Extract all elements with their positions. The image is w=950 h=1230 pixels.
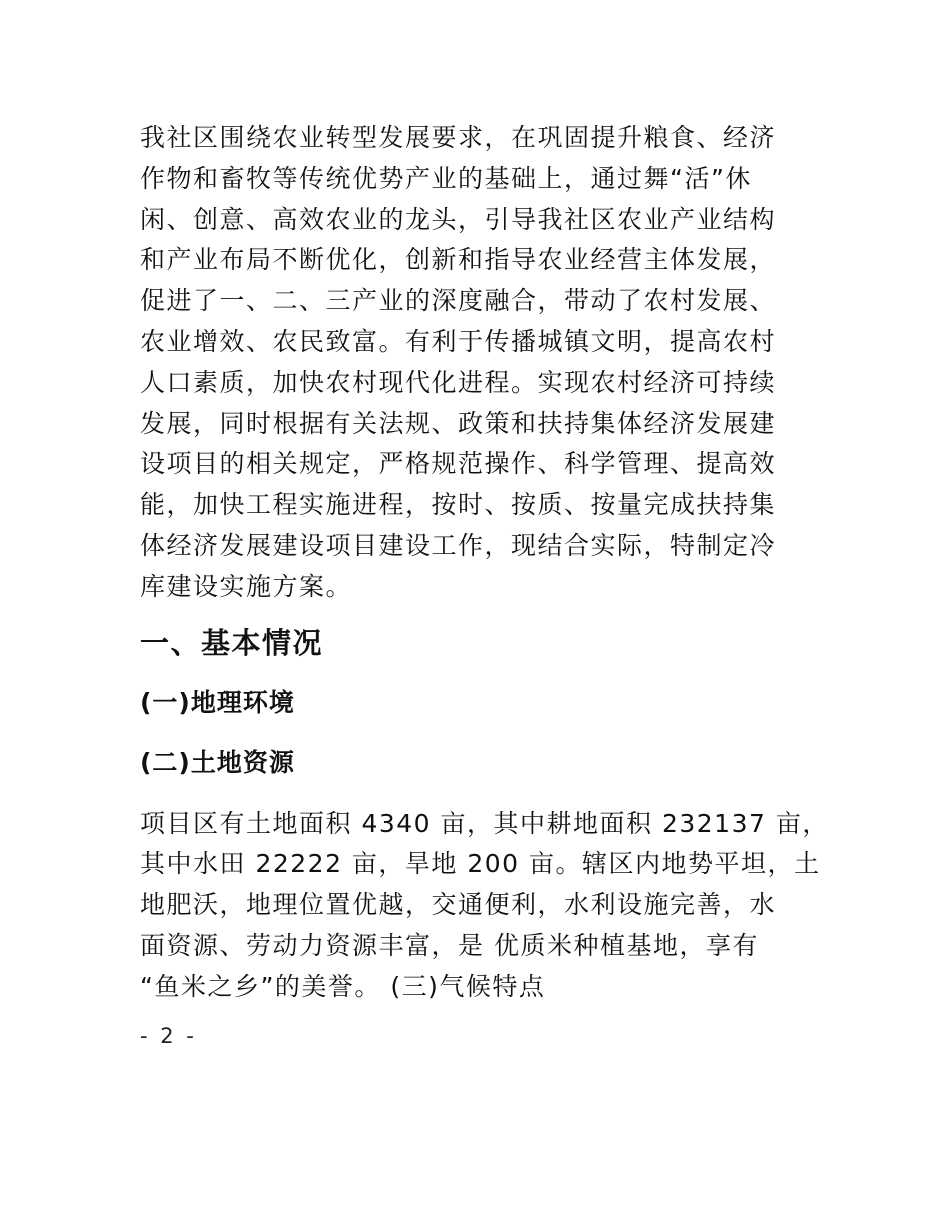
page-number: - 2 - [140, 1024, 197, 1048]
land-resources-paragraph [140, 804, 829, 1008]
text-line: 地肥沃，地理位置优越，交通便利，水利设施完善，水 [140, 890, 777, 920]
text-line: 能，加快工程实施进程，按时、按质、按量完成扶持集 [140, 490, 777, 520]
text-line: 人口素质，加快农村现代化进程。实现农村经济可持续 [140, 367, 777, 397]
text-line: 农业增效、农民致富。有利于传播城镇文明，提高农村 [140, 326, 777, 356]
text-line: “鱼米之乡”的美誉。 (三)气候特点 [140, 971, 546, 1001]
text-line: 设项目的相关规定，严格规范操作、科学管理、提高效 [140, 449, 777, 479]
text-line: 发展，同时根据有关法规、政策和扶持集体经济发展建 [140, 408, 777, 438]
subheading-land-resources: (二)土地资源 [140, 747, 295, 777]
text-line: 促进了一、二、三产业的深度融合，带动了农村发展、 [140, 286, 777, 316]
text-line: 体经济发展建设项目建设工作，现结合实际，特制定冷 [140, 530, 777, 560]
text-line: 和产业布局不断优化，创新和指导农业经营主体发展， [140, 245, 777, 275]
text-line: 作物和畜牧等传统优势产业的基础上，通过舞“活”休 [140, 163, 752, 193]
section-heading-basic-info: 一、基本情况 [140, 625, 324, 660]
text-line: 项目区有土地面积 4340 亩，其中耕地面积 232137 亩， [140, 808, 829, 838]
document-page [140, 118, 829, 1008]
text-line: 我社区围绕农业转型发展要求，在巩固提升粮食、经济 [140, 123, 777, 152]
subheading-geography: (一)地理环境 [140, 687, 295, 717]
text-line: 面资源、劳动力资源丰富，是 优质米种植基地，享有 [140, 930, 759, 960]
text-line: 闲、创意、高效农业的龙头，引导我社区农业产业结构 [140, 204, 777, 234]
text-line: 其中水田 22222 亩，旱地 200 亩。辖区内地势平坦，土 [140, 849, 821, 879]
intro-paragraph [140, 118, 820, 608]
text-line: 库建设实施方案。 [140, 571, 353, 601]
